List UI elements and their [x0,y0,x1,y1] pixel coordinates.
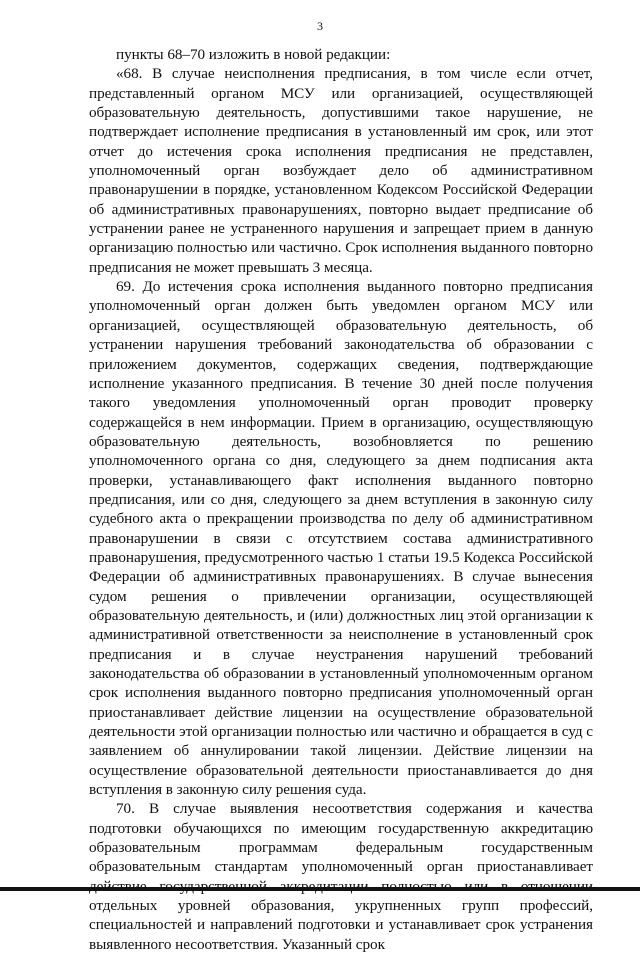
page-number: 3 [317,19,323,33]
document-body [89,45,593,954]
clause-69-paragraph: 69. До истечения срока исполнения выданного повторно предписания уполномоченный орган должен быть уведомлен органом МСУ или организацией, осуществляющей образовательную деятельность, об устранении нарушения требований законодательства об образовании с приложением документов, содержащих сведения, подтверждающие исполнение указанного предписания. В течение 30 дней после получения такого уведомления уполномоченный орган проводит проверку содержащейся в нем информации. Прием в организацию, осуществляющую образовательную деятельность, возобновляется по решению уполномоченного органа со дня, следующего за днем подписания акта проверки, устанавливающего факт исполнения выданного повторно предписания, или со дня, следующего за днем вступления в законную силу судебного акта о прекращении производства по делу об административном правонарушении в связи с отсутствием состава административного правонарушения, предусмотренного частью 1 статьи 19.5 Кодекса Российской Федерации об административных правонарушениях. В случае вынесения судом решения о привлечении организации, осуществляющей образовательную деятельность, и (или) должностных лиц этой организации к административной ответственности за неисполнение в установленный срок предписания и в случае неустранения нарушений требований законодательства об образовании в установленный уполномоченным органом срок исполнения выданного повторно предписания уполномоченный орган приостанавливает действие лицензии на осуществление образовательной деятельности этой организации полностью или частично и обращается в суд с заявлением об аннулировании такой лицензии. Действие лицензии на осуществление образовательной деятельности приостанавливается до дня вступления в законную силу решения суда. [89,278,593,799]
intro-paragraph: пункты 68–70 изложить в новой редакции: [116,46,391,63]
page-bottom-rule [0,887,640,891]
clause-70-paragraph: 70. В случае выявления несоответствия содержания и качества подготовки обучающихся по имеющим государственную аккредитацию образовательным программам федеральным государственным образовательным стандартам уполномоченный орган приостанавливает отдельных уровней образования, укрупненных групп профессий, специальностей и направлений подготовки и устанавливает срок устранения выявленного несоответствия. Указанный срок [89,800,593,953]
clause-68-paragraph: «68. В случае неисполнения предписания, в том числе если отчет, представленный органом МСУ или организацией, осуществляющей образовательную деятельность, допустившими такое нарушение, не подтверждает исполнение предписания в установленный им срок, или этот отчет до истечения срока исполнения предписания не представлен, уполномоченный орган возбуждает дело об административном правонарушении в порядке, установленном Кодексом Российской Федерации об административных правонарушениях, повторно выдает предписание об устранении ранее не устраненного нарушения и запрещает прием в данную организацию полностью или частично. Срок исполнения выданного повторно предписания не может превышать 3 месяца. [89,65,593,276]
